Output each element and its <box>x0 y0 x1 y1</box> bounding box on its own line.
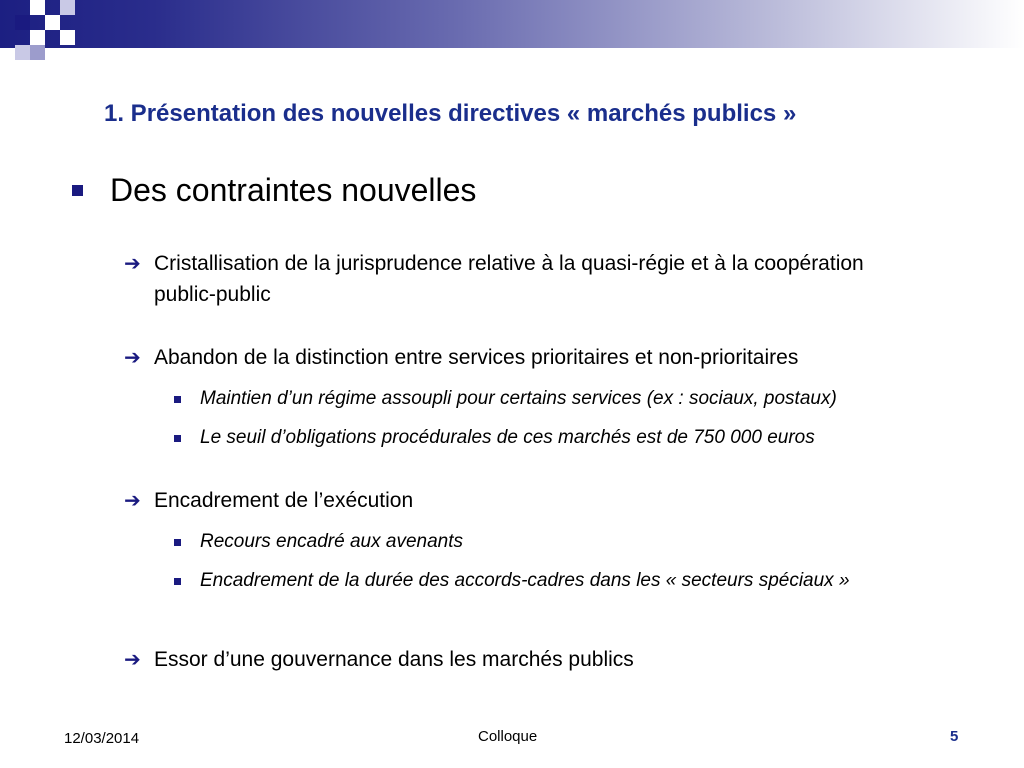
sub-list-item <box>174 388 894 410</box>
square-bullet-icon <box>174 435 181 442</box>
arrow-icon: ➔ <box>124 345 141 369</box>
square-bullet-icon <box>174 578 181 585</box>
arrow-icon: ➔ <box>124 251 141 275</box>
sub-list-item <box>174 570 874 592</box>
sub-list-item <box>174 531 894 553</box>
arrow-icon: ➔ <box>124 647 141 671</box>
list-item-text: Abandon de la distinction entre services prioritaires et non-prioritaires <box>154 346 799 369</box>
sub-list-item-text: Recours encadré aux avenants <box>200 531 463 552</box>
footer-title: Colloque <box>478 728 538 745</box>
page-number: 5 <box>950 728 959 745</box>
list-item-text: Encadrement de l’exécution <box>154 489 414 512</box>
list-item <box>124 644 914 675</box>
sub-list-item-text: Encadrement de la durée des accords-cadres dans les « secteurs spéciaux » <box>200 570 850 591</box>
square-bullet-icon <box>174 396 181 403</box>
list-item <box>124 342 914 373</box>
list-item-text: Cristallisation de la jurisprudence relative à la quasi-régie et à la coopération public-public <box>154 252 864 306</box>
footer-date: 12/03/2014 <box>64 730 140 747</box>
list-item-text: Essor d’une gouvernance dans les marchés publics <box>154 648 634 671</box>
list-item <box>124 248 914 310</box>
square-bullet-icon <box>72 185 83 196</box>
square-bullet-icon <box>174 539 181 546</box>
sub-list-item-text: Maintien d’un régime assoupli pour certains services (ex : sociaux, postaux) <box>200 388 837 409</box>
slide-title: 1. Présentation des nouvelles directives « marchés publics » <box>104 100 797 127</box>
main-bullet-text: Des contraintes nouvelles <box>110 172 477 208</box>
arrow-icon: ➔ <box>124 488 141 512</box>
header-band <box>0 0 1024 48</box>
sub-list-item <box>174 427 894 449</box>
main-bullet <box>72 172 476 209</box>
list-item <box>124 485 914 516</box>
sub-list-item-text: Le seuil d’obligations procédurales de ces marchés est de 750 000 euros <box>200 427 815 448</box>
